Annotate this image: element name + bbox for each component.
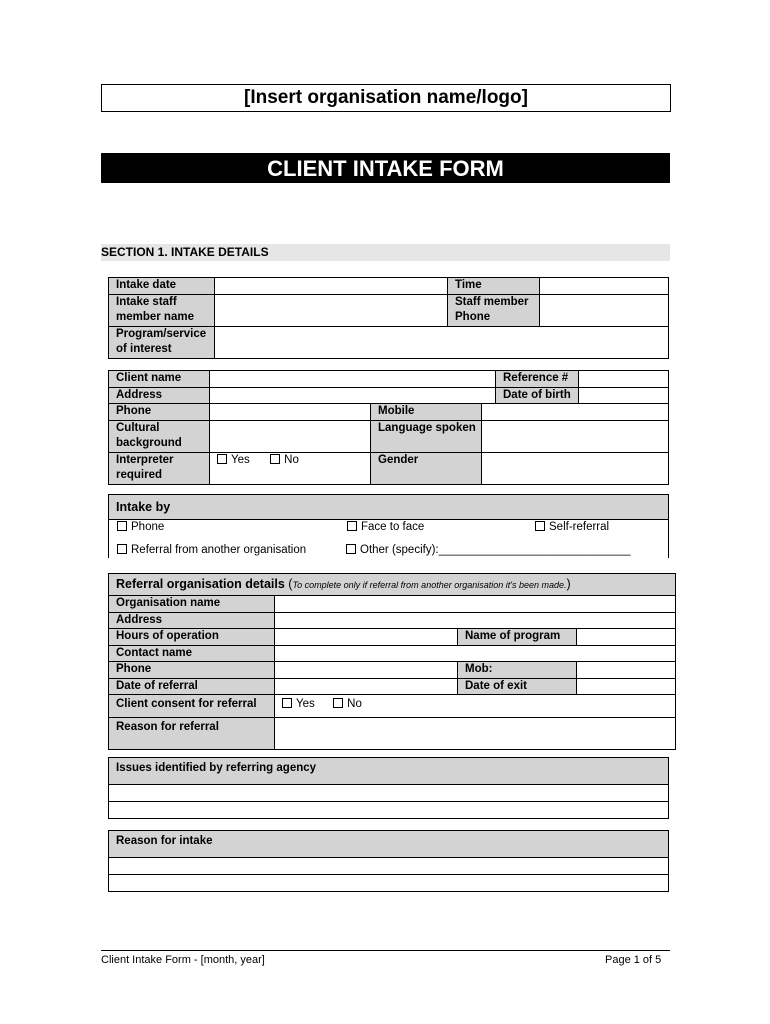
intake-date-field[interactable] bbox=[215, 278, 448, 295]
reference-field[interactable] bbox=[579, 371, 669, 388]
gender-field[interactable] bbox=[482, 452, 669, 484]
mobile-label: Mobile bbox=[371, 404, 482, 421]
dob-label: Date of birth bbox=[496, 387, 579, 404]
interpreter-options bbox=[210, 452, 371, 484]
reason-referral-field[interactable] bbox=[275, 718, 676, 750]
staff-phone-label: Staff member Phone bbox=[448, 294, 540, 326]
consent-no-label: No bbox=[347, 698, 362, 710]
language-field[interactable] bbox=[482, 420, 669, 452]
intake-phone-option[interactable] bbox=[117, 521, 164, 533]
intake-details-table bbox=[108, 277, 669, 359]
address-label: Address bbox=[109, 387, 210, 404]
mobile-field[interactable] bbox=[482, 404, 669, 421]
consent-yes-checkbox[interactable] bbox=[282, 698, 292, 708]
referral-phone-label: Phone bbox=[109, 662, 275, 679]
referral-note: To complete only if referral from another organisation it's been made. bbox=[292, 580, 567, 590]
intake-self-label: Self-referral bbox=[549, 521, 610, 533]
reason-intake-line-2[interactable] bbox=[109, 875, 669, 892]
contact-name-label: Contact name bbox=[109, 645, 275, 662]
org-name-label: Organisation name bbox=[109, 596, 275, 613]
intake-self-option[interactable] bbox=[535, 521, 609, 533]
referral-address-label: Address bbox=[109, 612, 275, 629]
interpreter-label: Interpreter required bbox=[109, 452, 210, 484]
program-label: Program/service of interest bbox=[109, 326, 215, 358]
reason-intake-line-1[interactable] bbox=[109, 858, 669, 875]
gender-label: Gender bbox=[371, 452, 482, 484]
intake-referral-label: Referral from another organisation bbox=[131, 544, 307, 556]
time-label: Time bbox=[448, 278, 540, 295]
footer-page-number: Page 1 of 5 bbox=[605, 954, 662, 966]
phone-field[interactable] bbox=[210, 404, 371, 421]
intake-face-option[interactable] bbox=[347, 521, 424, 533]
intake-other-checkbox[interactable] bbox=[346, 544, 356, 554]
organisation-name-placeholder: [Insert organisation name/logo] bbox=[101, 84, 671, 112]
referral-title: Referral organisation details bbox=[116, 577, 285, 591]
intake-phone-label: Phone bbox=[131, 521, 165, 533]
intake-face-checkbox[interactable] bbox=[347, 521, 357, 531]
language-label: Language spoken bbox=[371, 420, 482, 452]
interpreter-yes-label: Yes bbox=[231, 453, 250, 466]
date-referral-label: Date of referral bbox=[109, 678, 275, 695]
program-field[interactable] bbox=[215, 326, 669, 358]
cultural-background-label: Cultural background bbox=[109, 420, 210, 452]
issues-table bbox=[108, 757, 669, 819]
program-name-field[interactable] bbox=[577, 629, 676, 646]
issues-line-2[interactable] bbox=[109, 802, 669, 819]
issues-title: Issues identified by referring agency bbox=[109, 758, 669, 785]
staff-phone-field[interactable] bbox=[540, 294, 669, 326]
client-name-label: Client name bbox=[109, 371, 210, 388]
cultural-background-field[interactable] bbox=[210, 420, 371, 452]
consent-yes-label: Yes bbox=[296, 698, 315, 710]
reason-intake-title: Reason for intake bbox=[109, 831, 669, 858]
hours-label: Hours of operation bbox=[109, 629, 275, 646]
interpreter-no-checkbox[interactable] bbox=[270, 454, 280, 464]
referral-note-close: ) bbox=[566, 577, 571, 591]
interpreter-yes-checkbox[interactable] bbox=[217, 454, 227, 464]
reason-referral-label: Reason for referral bbox=[109, 718, 275, 750]
date-exit-label: Date of exit bbox=[458, 678, 577, 695]
intake-phone-checkbox[interactable] bbox=[117, 521, 127, 531]
section-1-heading: SECTION 1. INTAKE DETAILS bbox=[101, 244, 670, 261]
date-exit-field[interactable] bbox=[577, 678, 676, 695]
footer-divider bbox=[101, 950, 670, 951]
reason-intake-table bbox=[108, 830, 669, 892]
intake-referral-option[interactable] bbox=[117, 544, 306, 556]
issues-line-1[interactable] bbox=[109, 785, 669, 802]
address-field[interactable] bbox=[210, 387, 496, 404]
referral-address-field[interactable] bbox=[275, 612, 676, 629]
footer-left: Client Intake Form - [month, year] bbox=[101, 954, 265, 966]
mob-label: Mob: bbox=[458, 662, 577, 679]
intake-date-label: Intake date bbox=[109, 278, 215, 295]
staff-name-field[interactable] bbox=[215, 294, 448, 326]
intake-other-option[interactable] bbox=[346, 544, 630, 556]
hours-field[interactable] bbox=[275, 629, 458, 646]
consent-options bbox=[275, 695, 676, 718]
intake-referral-checkbox[interactable] bbox=[117, 544, 127, 554]
mob-field[interactable] bbox=[577, 662, 676, 679]
interpreter-no-label: No bbox=[284, 453, 299, 466]
client-name-field[interactable] bbox=[210, 371, 496, 388]
staff-name-label: Intake staff member name bbox=[109, 294, 215, 326]
intake-by-title: Intake by bbox=[109, 495, 669, 520]
reference-label: Reference # bbox=[496, 371, 579, 388]
consent-no-checkbox[interactable] bbox=[333, 698, 343, 708]
date-referral-field[interactable] bbox=[275, 678, 458, 695]
dob-field[interactable] bbox=[579, 387, 669, 404]
referral-details-table bbox=[108, 573, 676, 750]
referral-phone-field[interactable] bbox=[275, 662, 458, 679]
intake-face-label: Face to face bbox=[361, 521, 425, 533]
program-name-label: Name of program bbox=[458, 629, 577, 646]
phone-label: Phone bbox=[109, 404, 210, 421]
referral-title-cell bbox=[109, 574, 676, 596]
referral-note-open: ( bbox=[288, 577, 293, 591]
form-title: CLIENT INTAKE FORM bbox=[101, 153, 670, 183]
intake-other-label: Other (specify):______________________________ bbox=[360, 544, 631, 556]
consent-label: Client consent for referral bbox=[109, 695, 275, 718]
org-name-field[interactable] bbox=[275, 596, 676, 613]
contact-name-field[interactable] bbox=[275, 645, 676, 662]
client-details-table bbox=[108, 370, 669, 485]
time-field[interactable] bbox=[540, 278, 669, 295]
intake-self-checkbox[interactable] bbox=[535, 521, 545, 531]
